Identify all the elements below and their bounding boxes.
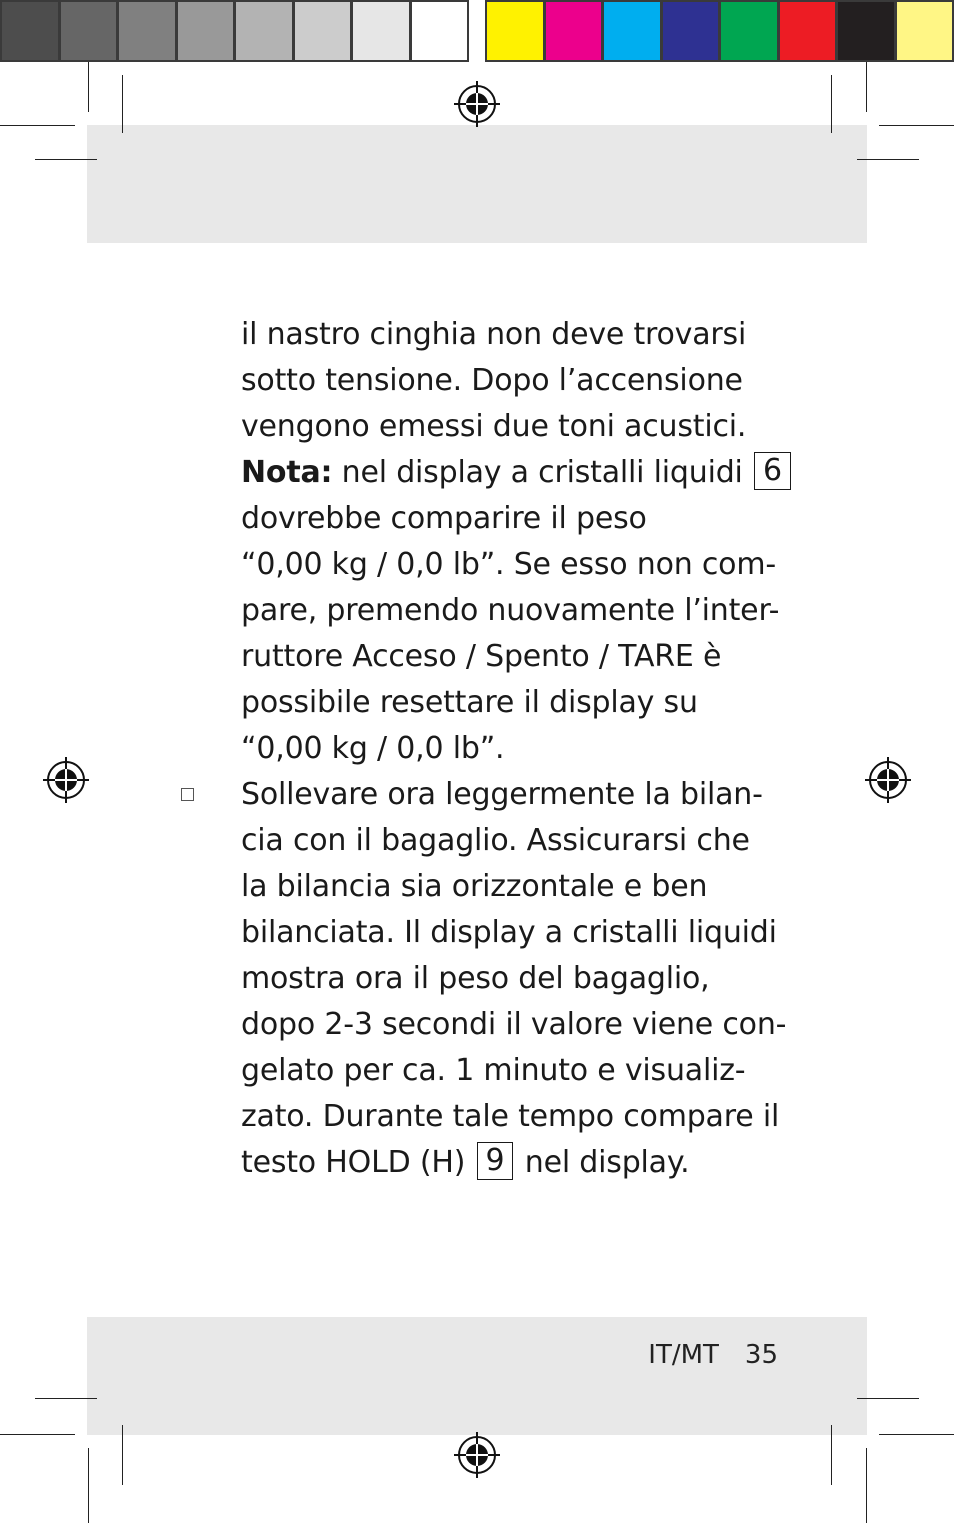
color-swatch: [780, 2, 836, 60]
crop-mark: [35, 159, 97, 160]
color-swatch: [897, 2, 953, 60]
text-line: il nastro cinghia non deve trovarsi: [241, 317, 747, 352]
crop-mark: [0, 125, 75, 126]
text-line: Sollevare ora leggermente la bilan-: [241, 777, 763, 812]
note-line: [241, 450, 781, 496]
text-line: dopo 2-3 secondi il valore viene con-: [241, 1007, 787, 1042]
crop-mark: [879, 125, 954, 126]
crop-mark: [122, 1425, 123, 1485]
header-band: [87, 125, 867, 243]
text-span: testo HOLD (H): [241, 1145, 475, 1180]
text-line: “0,00 kg / 0,0 lb”. Se esso non com-: [241, 547, 776, 582]
text-line: gelato per ca. 1 minuto e visualiz-: [241, 1053, 746, 1088]
color-swatch: [2, 2, 58, 60]
text-line: dovrebbe comparire il peso: [241, 501, 647, 536]
color-swatch: [236, 2, 292, 60]
crop-mark: [831, 75, 832, 133]
color-swatch: [412, 2, 468, 60]
figure-reference: 6: [754, 452, 791, 490]
note-label: Nota:: [241, 455, 333, 490]
page-number: 35: [744, 1340, 778, 1370]
registration-mark-icon: [43, 757, 89, 803]
text-span: nel display.: [515, 1145, 690, 1180]
registration-mark-icon: [454, 81, 500, 127]
text-line: bilanciata. Il display a cristalli liquidi: [241, 915, 777, 950]
crop-mark: [879, 1434, 954, 1435]
text-line: possibile resettare il display su: [241, 685, 698, 720]
page-footer: [648, 1340, 778, 1370]
color-calibration-bar: [485, 0, 954, 62]
list-bullet-icon: [181, 788, 194, 801]
color-swatch: [487, 2, 543, 60]
color-swatch: [178, 2, 234, 60]
crop-mark: [866, 1448, 867, 1523]
crop-mark: [122, 75, 123, 133]
text-line: vengono emessi due toni acustici.: [241, 409, 747, 444]
text-line: pare, premendo nuovamente l’inter-: [241, 593, 780, 628]
text-line: [241, 1140, 781, 1186]
grayscale-calibration-bar: [0, 0, 469, 62]
crop-mark: [831, 1425, 832, 1485]
color-swatch: [61, 2, 117, 60]
registration-mark-icon: [454, 1432, 500, 1478]
text-line: la bilancia sia orizzontale e ben: [241, 869, 708, 904]
figure-reference: 9: [477, 1142, 514, 1180]
color-swatch: [721, 2, 777, 60]
crop-mark: [88, 62, 89, 112]
text-line: mostra ora il peso del bagaglio,: [241, 961, 710, 996]
crop-mark: [857, 159, 919, 160]
crop-mark: [35, 1398, 97, 1399]
registration-mark-icon: [865, 757, 911, 803]
text-line: ruttore Acceso / Spento / TARE è: [241, 639, 722, 674]
color-swatch: [604, 2, 660, 60]
crop-mark: [857, 1398, 919, 1399]
body-text: [241, 312, 787, 1186]
text-line: “0,00 kg / 0,0 lb”.: [241, 731, 505, 766]
color-swatch: [663, 2, 719, 60]
text-line: zato. Durante tale tempo compare il: [241, 1099, 780, 1134]
color-swatch: [295, 2, 351, 60]
crop-mark: [88, 1448, 89, 1523]
crop-mark: [0, 1434, 75, 1435]
color-swatch: [546, 2, 602, 60]
text-line: sotto tensione. Dopo l’accensione: [241, 363, 743, 398]
crop-mark: [866, 62, 867, 112]
text-span: nel display a cristalli liquidi: [332, 455, 753, 490]
text-line: cia con il bagaglio. Assicurarsi che: [241, 823, 750, 858]
color-swatch: [838, 2, 894, 60]
color-swatch: [353, 2, 409, 60]
color-swatch: [119, 2, 175, 60]
footer-band: [87, 1317, 867, 1435]
language-code: IT/MT: [648, 1340, 719, 1370]
